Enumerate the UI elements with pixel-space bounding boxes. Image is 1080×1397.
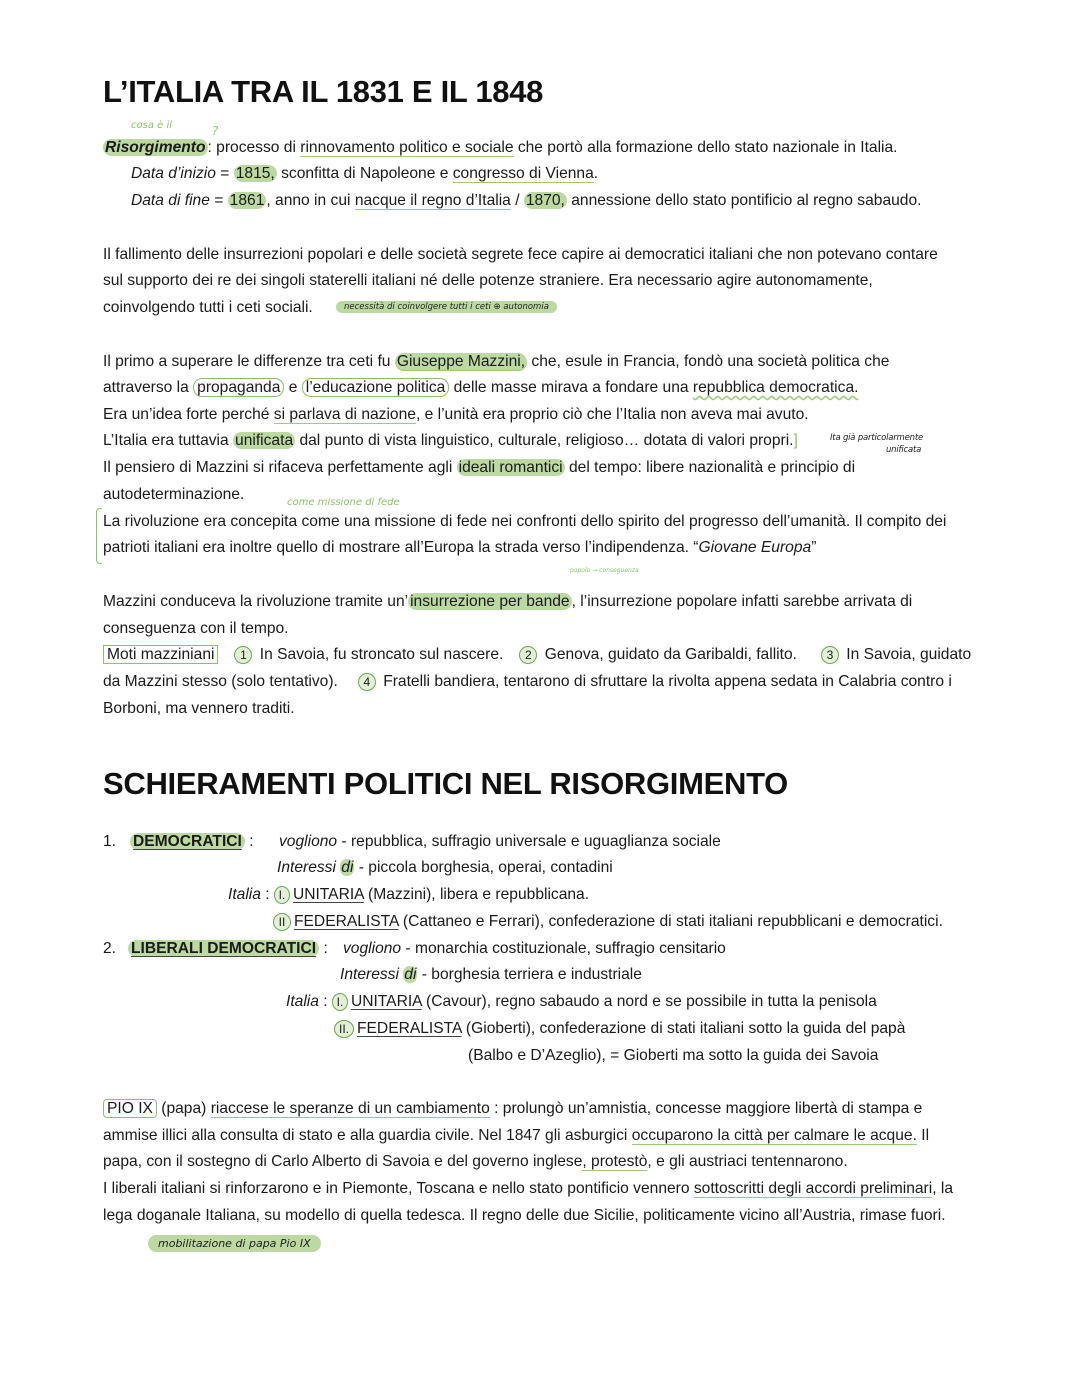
year-1870: 1870, xyxy=(525,192,565,209)
pio-ix-label: PIO IX xyxy=(103,1099,157,1118)
left-bracket xyxy=(96,508,102,564)
moti-line-2: da Mazzini stesso (solo tentativo). 4 Fratelli bandiera, tentarono di sfruttare la rivolta appena sedata in Calabria contro i xyxy=(103,673,952,690)
pio-line-3: papa, con il sostegno di Carlo Alberto di Savoia e del governo inglese, protestò, e gli austriaci tentennarono. xyxy=(103,1153,848,1170)
mazzini-line-4: L’Italia era tuttavia unificata dal punto di vista linguistico, culturale, religioso… dotata di valori propri.] xyxy=(103,432,798,449)
data-fine-line: Data di fine = 1861 , anno in cui nacque il regno d’Italia / 1870, annessione dello stato pontificio al regno sabaudo. xyxy=(131,192,922,209)
mazzini-line-10: conseguenza con il tempo. xyxy=(103,620,289,637)
paragraph-line: coinvolgendo tutti i ceti sociali. xyxy=(103,299,313,316)
mazzini-line-2: attraverso la propaganda e l’educazione politica delle masse mirava a fondare una repubblica democratica. xyxy=(103,379,859,396)
pio-line-1: PIO IX (papa) riaccese le speranze di un cambiamento : prolungò un’amnistia, concesse maggiore libertà di stampa e xyxy=(103,1099,922,1119)
dem-interessi: Interessi di - piccola borghesia, operai, contadini xyxy=(277,859,613,876)
mazzini-line-9: Mazzini conduceva la rivoluzione tramite un’ insurrezione per bande , l’insurrezione popolare infatti sarebbe arrivata di xyxy=(103,593,913,610)
year-1815: 1815, xyxy=(235,165,275,182)
lib-italia-3: (Balbo e D’Azeglio), = Gioberti ma sotto la guida dei Savoia xyxy=(468,1047,879,1064)
paragraph-line: Il fallimento delle insurrezioni popolari e delle società segrete fece capire ai democratici italiani che non potevano contare xyxy=(103,246,938,263)
year-1861: 1861 xyxy=(229,192,265,209)
dem-italia-2: II FEDERALISTA (Cattaneo e Ferrari), confederazione di stati italiani repubblicani e democratici. xyxy=(273,912,943,932)
lib-italia-2: II. FEDERALISTA (Gioberti), confederazione di stati italiani sotto la guida del papà xyxy=(334,1019,905,1039)
lib-interessi: Interessi di - borghesia terriera e industriale xyxy=(340,966,642,983)
liberali-label: LIBERALI DEMOCRATICI xyxy=(128,940,319,957)
liberali-line: 2. LIBERALI DEMOCRATICI : xyxy=(103,940,328,957)
democratici-line: 1. DEMOCRATICI : xyxy=(103,833,254,850)
mazzini-line-3: Era un’idea forte perché si parlava di nazione, e l’unità era proprio ciò che l’Italia non aveva mai avuto. xyxy=(103,406,809,423)
annotation-popolo: popolo → conseguenza xyxy=(570,567,639,574)
handwritten-note-ceti: necessità di coinvolgere tutti i ceti ⊕ autonomia xyxy=(336,301,557,313)
highlight-giuseppe-mazzini: Giuseppe Mazzini, xyxy=(396,353,526,370)
dem-vogliono: vogliono - repubblica, suffragio universale e uguaglianza sociale xyxy=(279,833,721,850)
handwritten-note-unificata-2: unificata xyxy=(886,445,922,455)
pio-line-2: ammise illici alla consulta di stato e alla guardia civile. Nel 1847 gli asburgici occuparono la città per calmare le acque. Il xyxy=(103,1127,930,1144)
bracket-mark: ] xyxy=(793,432,798,449)
risorgimento-term: Risorgimento xyxy=(105,139,206,156)
underline-rinnovamento: rinnovamento politico e sociale xyxy=(300,139,514,156)
mazzini-line-5: Il pensiero di Mazzini si rifaceva perfettamente agli ideali romantici del tempo: libere nazionalità e principio di xyxy=(103,459,856,476)
handwritten-note-unificata: Ita già particolarmente xyxy=(830,433,924,443)
section-title-2: SCHIERAMENTI POLITICI NEL RISORGIMENTO xyxy=(103,766,788,801)
pio-line-5: lega doganale Italiana, su modello di quella tedesca. Il regno delle due Sicilie, politicamente vicino all’Austria, rimase fuori. xyxy=(103,1207,946,1224)
democratici-label: DEMOCRATICI xyxy=(130,833,245,850)
lib-italia-1: Italia : I. UNITARIA (Cavour), regno sabaudo a nord e se possibile in tutta la penisola xyxy=(286,993,877,1010)
mazzini-line-8: patrioti italiani era inoltre quello di mostrare all’Europa la strada verso l’indipendenza. “Giovane Europa” xyxy=(103,539,817,556)
moti-mazziniani-label: Moti mazziniani xyxy=(103,645,218,664)
pio-line-4: I liberali italiani si rinforzarono e in Piemonte, Toscana e nello stato pontificio vennero sottoscritti degli accordi preliminari, la xyxy=(103,1180,954,1197)
handwritten-note-pio: mobilitazione di papa Pio IX xyxy=(148,1235,321,1252)
data-inizio-line: Data d’inizio = 1815, sconfitta di Napoleone e congresso di Vienna. xyxy=(131,165,599,182)
annotation-missione-fede: come missione di fede xyxy=(287,497,400,508)
annotation-cosa: cosa è il xyxy=(131,120,173,131)
lib-vogliono: vogliono - monarchia costituzionale, suffragio censitario xyxy=(343,940,726,957)
annotation-question-mark: ? xyxy=(212,124,219,138)
mazzini-line-7: La rivoluzione era concepita come una missione di fede nei confronti dello spirito del progresso dell’umanità. Il compito dei xyxy=(103,513,947,530)
section-title-1: L’ITALIA TRA IL 1831 E IL 1848 xyxy=(103,74,544,109)
risorgimento-line: Risorgimento : processo di rinnovamento politico e sociale che portò alla formazione dello stato nazionale in Italia. xyxy=(105,139,898,156)
mazzini-line-1: Il primo a superare le differenze tra ceti fu Giuseppe Mazzini, che, esule in Francia, fondò una società politica che xyxy=(103,353,890,370)
paragraph-line: sul supporto dei re dei singoli staterelli italiani né delle potenze straniere. Era necessario agire autonomamente, xyxy=(103,272,873,289)
moti-line-3: Borboni, ma vennero traditi. xyxy=(103,700,295,717)
dem-italia-1: Italia : I. UNITARIA (Mazzini), libera e repubblicana. xyxy=(228,886,590,903)
mazzini-line-6: autodeterminazione. xyxy=(103,486,245,503)
moti-line-1: Moti mazziniani 1 In Savoia, fu stroncato sul nascere. 2 Genova, guidato da Garibaldi, fallito. 3 In Savoia, guidato xyxy=(103,645,971,665)
